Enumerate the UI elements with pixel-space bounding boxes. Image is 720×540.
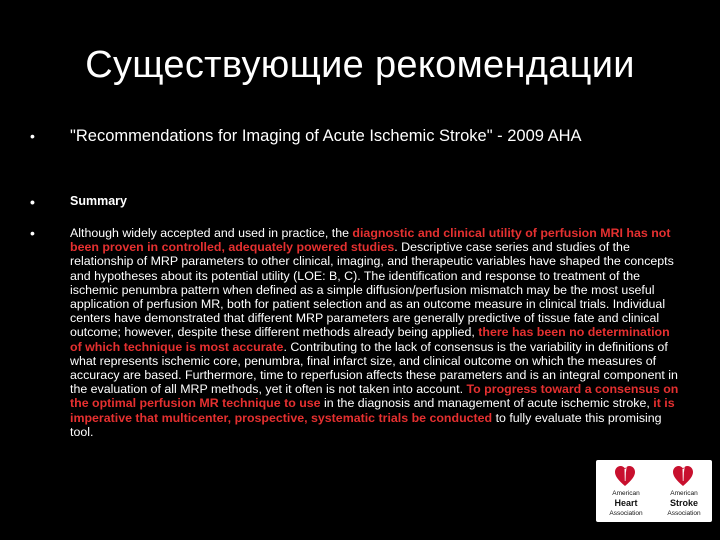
summary-text: in the diagnosis and management of acute ischemic stroke, bbox=[320, 396, 654, 411]
summary-text: . Contributing to the lack of consensus is the variability in definitions of what represents ischemic core, penumbra, final infarct size, and clinical outcome on which the measures of accuracy are based. Furthermore, time to reperfusion affects these parameters and is an integral component in the evaluation of all MRP methods, yet it often is not taken into account. bbox=[70, 339, 678, 397]
bullet-item-2 bbox=[30, 194, 690, 210]
highlight-text: To progress toward a consensus on the optimal perfusion MR technique to use bbox=[70, 382, 679, 411]
bullet-text-2: Summary bbox=[70, 194, 127, 208]
highlight-text: diagnostic and clinical utility of perfusion MRI has not been proven in controlled, adequately powered studies bbox=[70, 226, 671, 255]
bullet-item-3 bbox=[30, 226, 680, 439]
bullet-glyph: • bbox=[30, 194, 35, 210]
summary-text: to fully evaluate this promising tool. bbox=[70, 410, 662, 439]
logo-text: American bbox=[670, 490, 698, 497]
logo-text: Heart bbox=[614, 498, 638, 508]
bullet-text-1: "Recommendations for Imaging of Acute Ischemic Stroke" - 2009 AHA bbox=[70, 127, 582, 145]
logo-text: American bbox=[612, 490, 640, 497]
highlight-text: it is imperative that multicenter, prospective, systematic trials be conducted bbox=[70, 396, 675, 425]
bullet-text-3 bbox=[70, 226, 680, 439]
bullet-glyph: • bbox=[30, 225, 35, 241]
asa-logo bbox=[654, 460, 712, 522]
heart-torch-icon bbox=[614, 463, 636, 487]
summary-text: . Descriptive case series and studies of the relationship of MRP parameters to other clinical, imaging, and therapeutic variables have shaped the concepts and hypotheses about its potential utility (LOE: B, C). The identification and response to treatment of the ischemic penumbra pattern when defined as a simple diffusion/perfusion mismatch may be the most useful application of perfusion MR, both for patient selection and as an outcome measure in clinical trials. Individual centers have demonstrated that different MRP parameters are generally predictive of tissue fate and clinical outcome; however, despite these different methods already being applied, bbox=[70, 240, 674, 340]
slide-title: Существующие рекомендации bbox=[85, 44, 635, 86]
aha-logo bbox=[596, 460, 654, 522]
logo-text: Association bbox=[667, 510, 701, 517]
logo-text: Stroke bbox=[669, 498, 698, 508]
aha-asa-logo bbox=[596, 460, 712, 522]
bullet-item-1 bbox=[30, 127, 690, 146]
bullet-glyph: • bbox=[30, 128, 35, 144]
highlight-text: there has been no determination of which technique is most accurate bbox=[70, 325, 670, 354]
summary-text: Although widely accepted and used in practice, the bbox=[70, 226, 353, 240]
heart-torch-icon bbox=[672, 463, 694, 487]
logo-text: Association bbox=[609, 510, 643, 517]
